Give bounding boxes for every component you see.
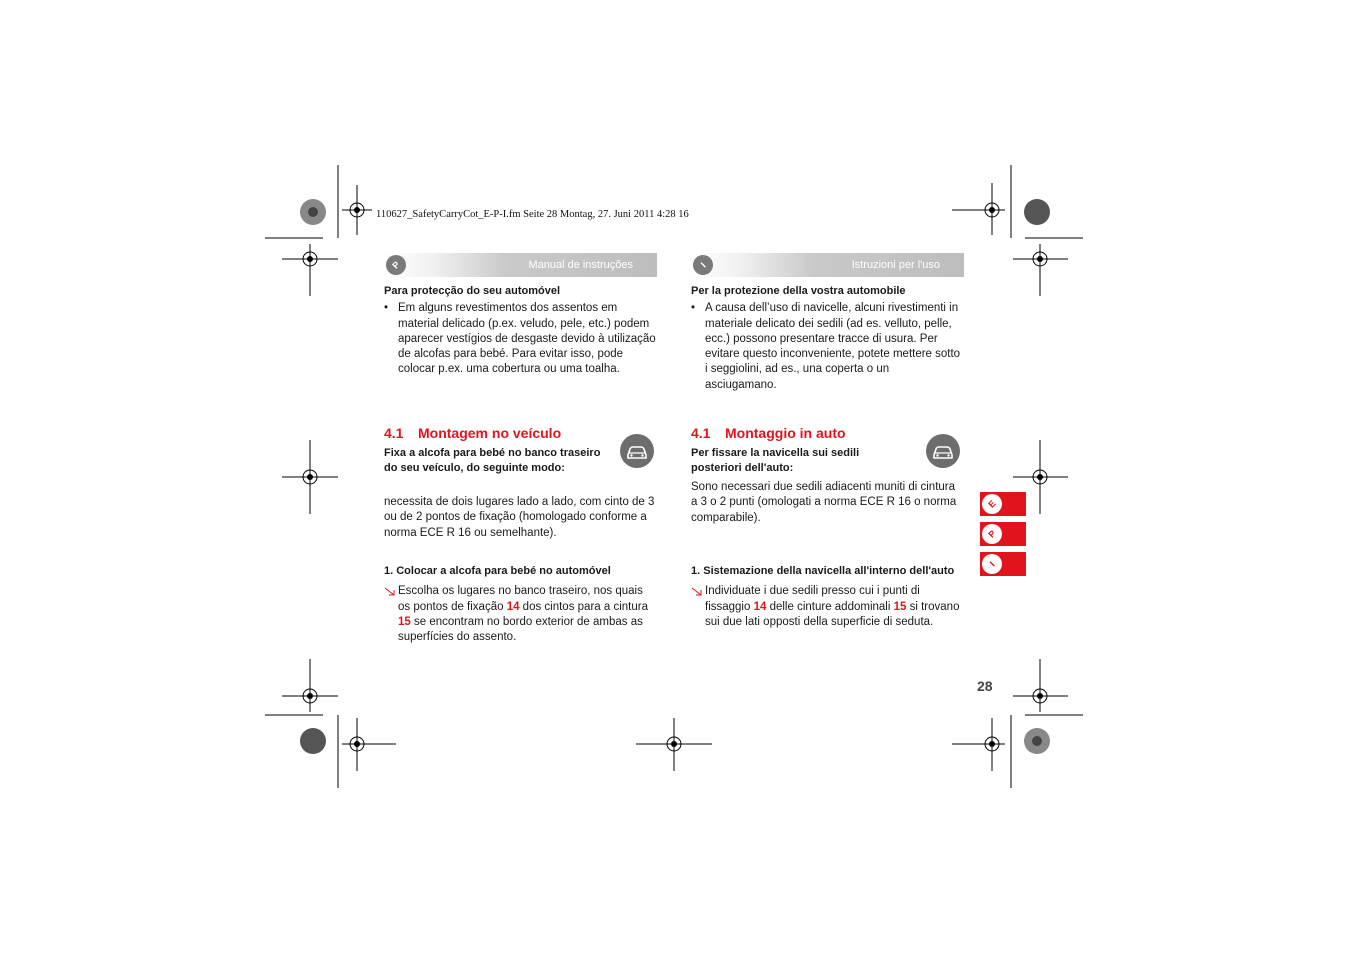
protection-bullet: • Em alguns revestimentos dos assentos em material delicado (p.ex. veludo, pele, etc.) podem aparecer vestígios de desgaste devido à utilização de alcofas para bebé. Para evitar isso, pode colocar p.ex. uma cobertura ou uma toalha. — [384, 302, 656, 376]
intro-bold-it: Per fissare la navicella sui sedili posteriori dell'auto: — [691, 447, 860, 475]
side-tab-e: E — [980, 492, 1026, 516]
manual-title: Manual de instruções — [528, 259, 633, 271]
protection-bullet: • A causa dell’uso di navicelle, alcuni rivestimenti in materiale delicato dei sedili (ad es. velluto, pelle, ecc.) possono presentare tracce di usura. Per evitare questo inconveniente, potete mettere sotto i seggiolini, ad es., una coperta o un asciugamano. — [691, 302, 961, 391]
language-badge: I — [693, 255, 713, 275]
intro-bold-pt: Fixa a alcofa para bebé no banco traseiro do seu veículo, do seguinte modo: — [384, 447, 601, 475]
side-tab-i: I — [980, 552, 1026, 576]
step-heading: 1. Colocar a alcofa para bebé no automóvel — [384, 565, 611, 577]
section-title-pt: 4.1 Montagem no veículo — [384, 425, 562, 441]
language-badge: P — [386, 255, 406, 275]
side-tab-p: P — [980, 522, 1026, 546]
manual-title: Istruzioni per l'uso — [851, 259, 940, 271]
file-header: 110627_SafetyCarryCot_E-P-I.fm Seite 28 Montag, 27. Juni 2011 4:28 16 — [376, 209, 689, 220]
step-instruction: Individuate i due sedili presso cui i punti di fissaggio 14 delle cinture addominali 15 si trovano sui due lati opposti della superficie di seduta. — [691, 584, 963, 630]
intro-text-it: Sono necessari due sedili adiacenti muniti di cintura a 3 o 2 punti (omologati a norma ECE R 16 o norma comparabile). — [691, 481, 957, 524]
protection-heading: Per la protezione della vostra automobile — [691, 285, 906, 297]
step-heading: 1. Sistemazione della navicella all'interno dell'auto — [691, 565, 955, 577]
intro-text-pt: necessita de dois lugares lado a lado, com cinto de 3 ou de 2 pontos de fixação (homologado conforme a norma ECE R 16 ou semelhante). — [384, 496, 655, 539]
page-number: 28 — [977, 678, 993, 694]
step-instruction: Escolha os lugares no banco traseiro, nos quais os pontos de fixação 14 dos cintos para a cintura 15 se encontram no bordo exterior de ambas as superfícies do assento. — [384, 584, 656, 645]
protection-heading: Para protecção do seu automóvel — [384, 285, 561, 297]
section-title-it: 4.1 Montaggio in auto — [691, 425, 846, 441]
